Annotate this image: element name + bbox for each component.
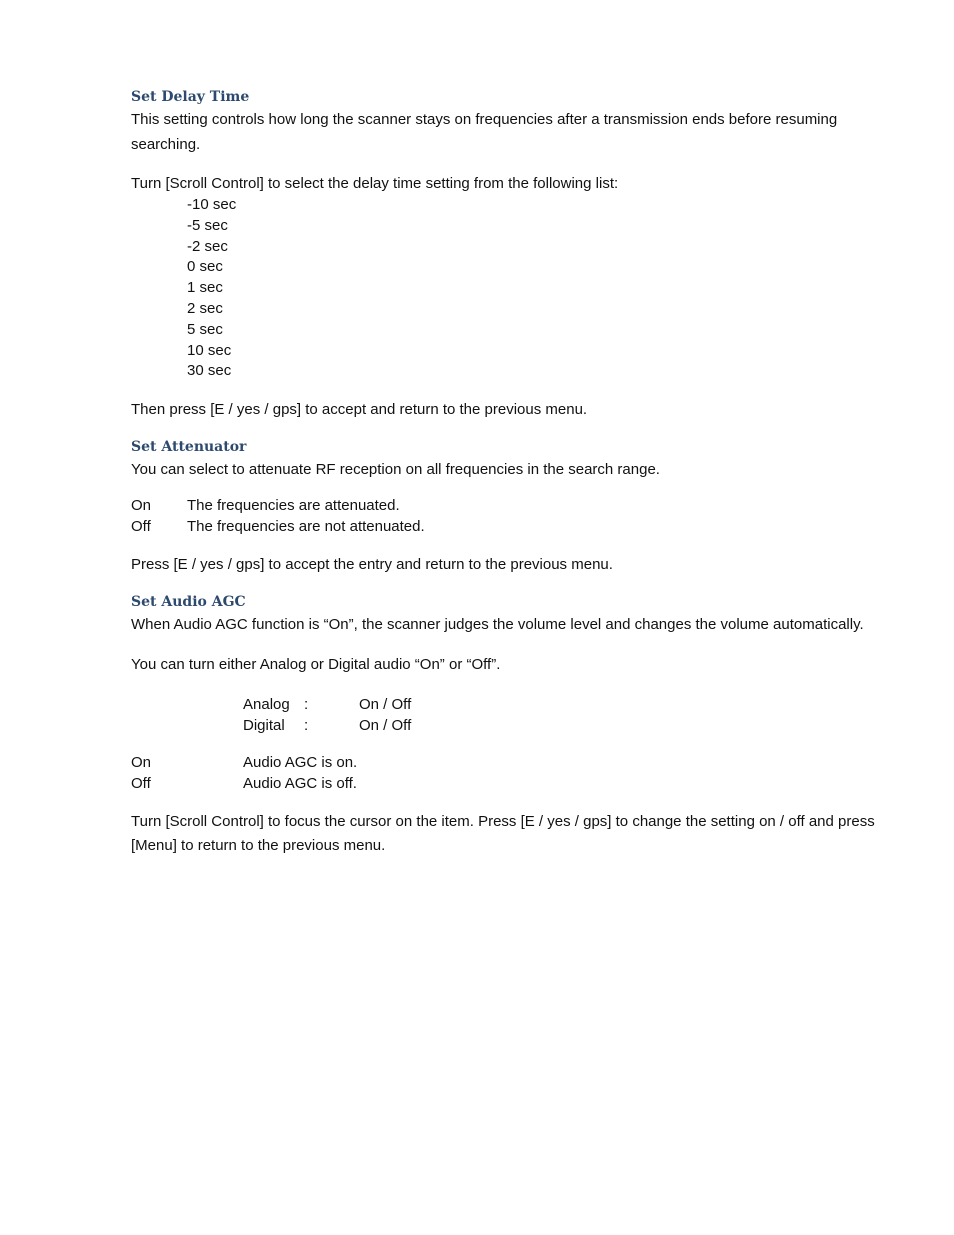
delay-option: 2 sec: [187, 299, 223, 317]
agc-key: Off: [131, 774, 151, 792]
agc-setting-analog: [131, 694, 891, 715]
agc-desc: Audio AGC is on.: [243, 753, 358, 771]
agc-desc: Audio AGC is off.: [243, 774, 357, 792]
agc-setting-value: On / Off: [359, 716, 412, 734]
attenuator-row-off: [131, 516, 891, 537]
agc-outro: Turn [Scroll Control] to focus the cursor on the item. Press [E / yes / gps] to change the setting on / off and press [Menu] to return to the previous menu.: [131, 812, 875, 855]
attenuator-key: Off: [131, 518, 151, 536]
section-heading-audio-agc: Set Audio AGC: [131, 593, 246, 610]
delay-outro: Then press [E / yes / gps] to accept and return to the previous menu.: [131, 401, 588, 419]
delay-option: 5 sec: [187, 320, 223, 338]
section-heading-attenuator: Set Attenuator: [131, 438, 247, 455]
delay-option: 1 sec: [187, 279, 223, 297]
delay-instruction: Turn [Scroll Control] to select the delay time setting from the following list:: [131, 175, 619, 192]
agc-row-off: [131, 773, 891, 794]
delay-option: -10 sec: [187, 196, 237, 213]
attenuator-row-on: [131, 495, 891, 516]
delay-option: 0 sec: [187, 258, 223, 276]
agc-intro: When Audio AGC function is “On”, the scanner judges the volume level and changes the volume automatically.: [131, 615, 864, 633]
attenuator-intro: You can select to attenuate RF reception on all frequencies in the search range.: [131, 460, 660, 478]
attenuator-desc: The frequencies are not attenuated.: [187, 518, 425, 536]
agc-setting-digital: [131, 715, 891, 736]
agc-setting-value: On / Off: [359, 695, 412, 713]
attenuator-desc: The frequencies are attenuated.: [187, 497, 400, 515]
delay-option: 30 sec: [187, 362, 232, 380]
attenuator-key: On: [131, 497, 152, 515]
delay-options-list: [131, 195, 891, 382]
agc-setting-colon: :: [304, 716, 309, 734]
attenuator-outro: Press [E / yes / gps] to accept the entry and return to the previous menu.: [131, 556, 613, 574]
agc-setting-colon: :: [304, 695, 309, 713]
delay-option: -2 sec: [187, 237, 228, 255]
agc-setting-key: Digital: [243, 716, 285, 734]
delay-intro: This setting controls how long the scanner stays on frequencies after a transmission ends before resuming searching.: [131, 111, 838, 153]
delay-option: 10 sec: [187, 341, 232, 359]
agc-instruction: You can turn either Analog or Digital audio “On” or “Off”.: [131, 656, 501, 674]
agc-key: On: [131, 753, 152, 771]
delay-option: -5 sec: [187, 216, 228, 234]
agc-setting-key: Analog: [243, 695, 290, 713]
document-page: [131, 86, 891, 859]
section-heading-delay-time: Set Delay Time: [131, 89, 250, 105]
agc-row-on: [131, 752, 891, 773]
